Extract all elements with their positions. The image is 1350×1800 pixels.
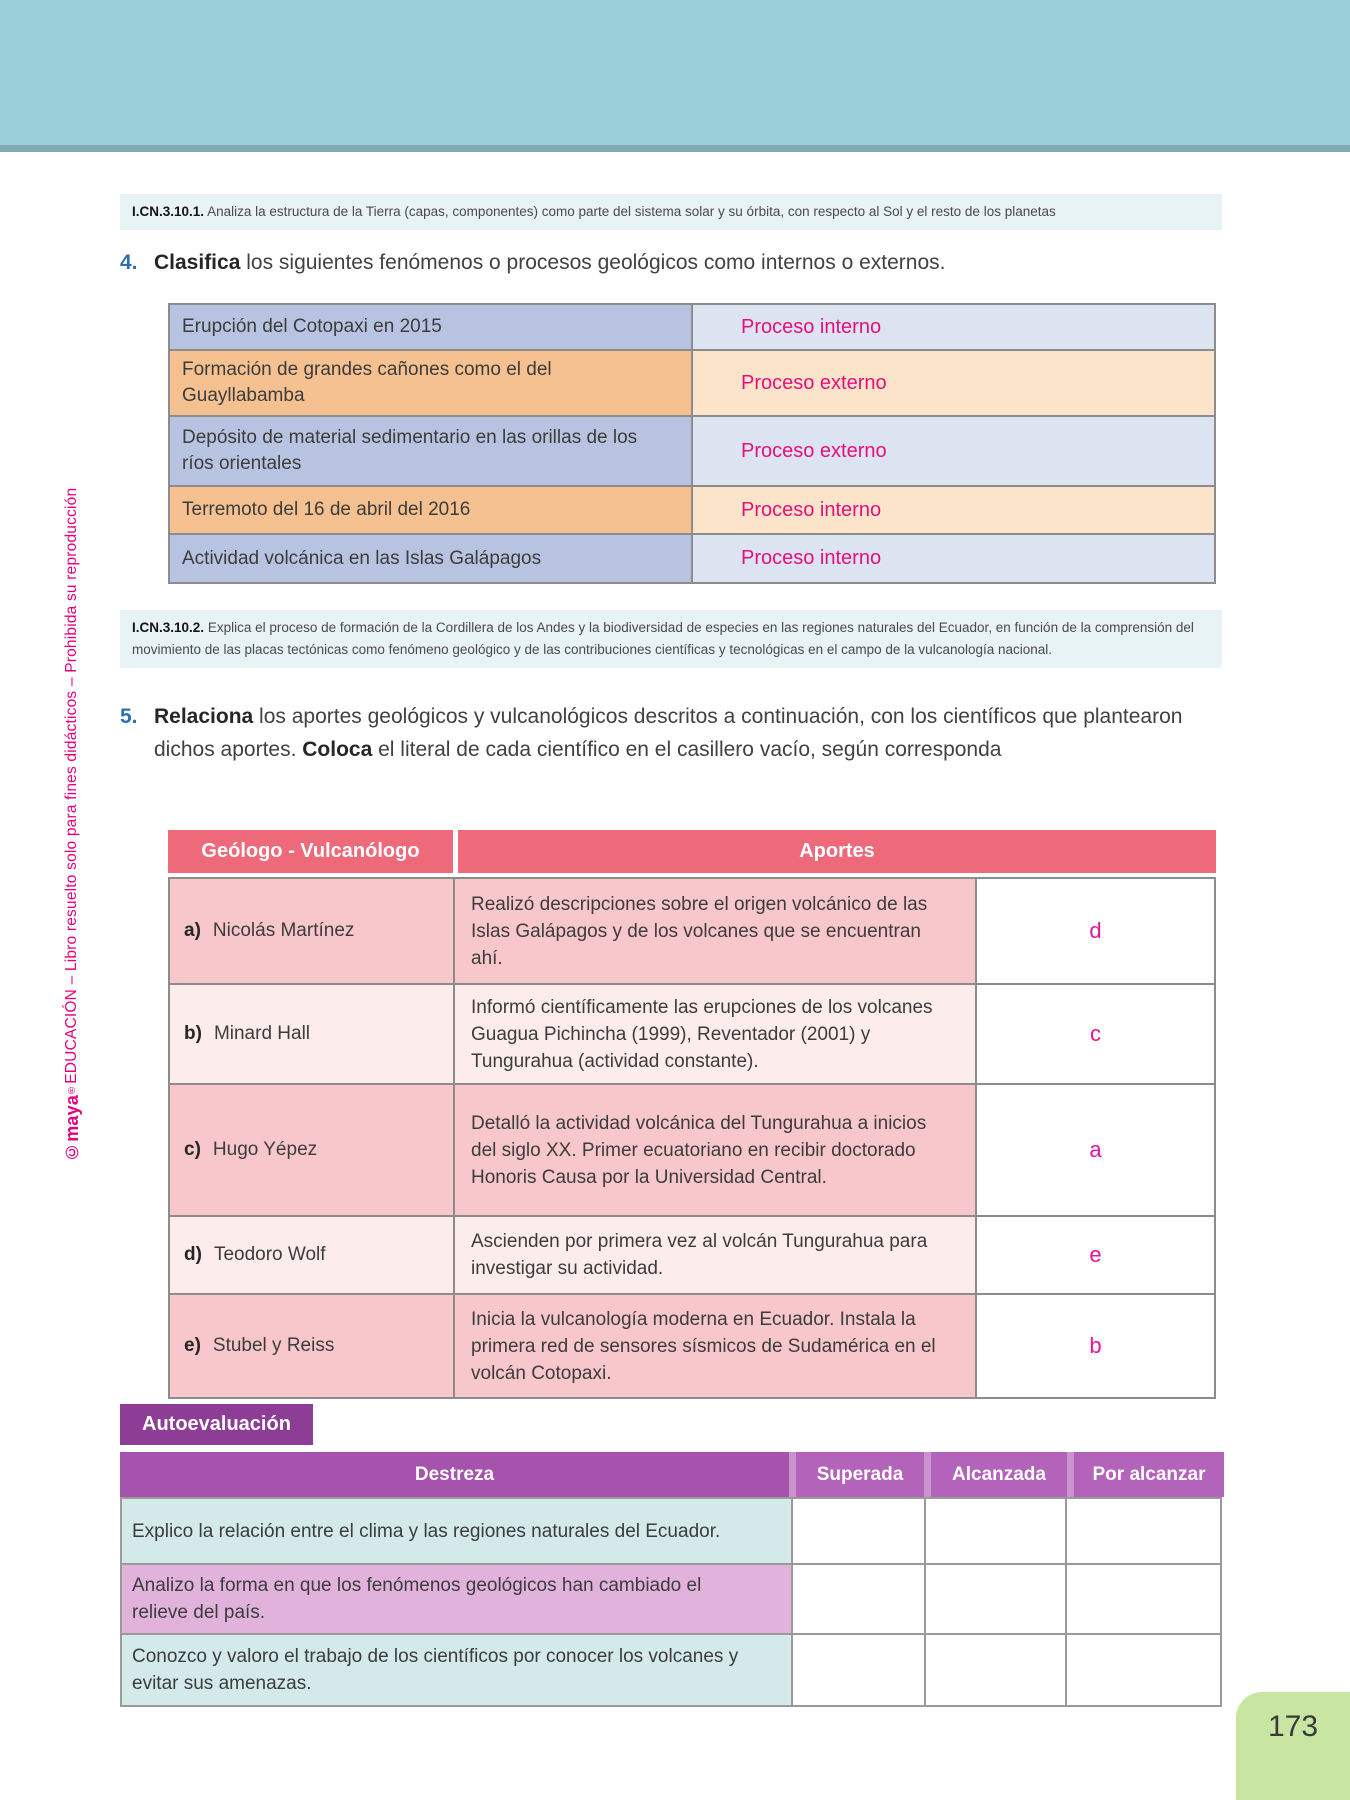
publisher-brand: ©maya®EDUCACIÓN – Libro resuelto solo para fines didácticos – Prohibida su reproducción xyxy=(62,487,82,1162)
header-superada: Superada xyxy=(796,1452,924,1497)
answer-cell[interactable]: Proceso interno xyxy=(693,305,1214,349)
question-5-verb-1: Relaciona xyxy=(154,705,254,728)
contribution-cell: Ascienden por primera vez al volcán Tungurahua para investigar su actividad. xyxy=(455,1217,975,1293)
destreza-cell: Conozco y valoro el trabajo de los científicos por conocer los volcanes y evitar sus amenazas. xyxy=(122,1635,791,1705)
question-4-verb: Clasifica xyxy=(154,251,241,274)
answer-slot[interactable]: e xyxy=(977,1217,1214,1293)
autoeval-checkbox-cell[interactable] xyxy=(793,1565,924,1633)
matching-table-header xyxy=(168,830,1216,873)
question-4-text: Clasifica los siguientes fenómenos o procesos geológicos como internos o externos. xyxy=(154,251,946,274)
header-alcanzada: Alcanzada xyxy=(931,1452,1067,1497)
question-5 xyxy=(120,700,1228,766)
copyright-vertical-text xyxy=(62,400,83,1162)
classification-table xyxy=(168,303,1216,584)
autoeval-checkbox-cell[interactable] xyxy=(793,1635,924,1705)
phenomenon-cell: Depósito de material sedimentario en las orillas de los ríos orientales xyxy=(170,417,691,485)
standard-text: Explica el proceso de formación de la Cordillera de los Andes y la biodiversidad de especies en las regiones naturales del Ecuador, en función de la comprensión del movimiento de las placas tectónicas como fenómeno geológico y de las contribuciones científicas y tecnológicas en el campo de la vulcanología nacional. xyxy=(132,620,1194,657)
autoeval-header-row xyxy=(120,1452,1224,1497)
phenomenon-cell: Erupción del Cotopaxi en 2015 xyxy=(170,305,691,349)
destreza-cell: Analizo la forma en que los fenómenos geológicos han cambiado el relieve del país. xyxy=(122,1565,791,1633)
autoeval-checkbox-cell[interactable] xyxy=(1067,1635,1220,1705)
answer-cell[interactable]: Proceso externo xyxy=(693,417,1214,485)
phenomenon-cell: Formación de grandes cañones como el del Guayllabamba xyxy=(170,351,691,415)
answer-slot[interactable]: a xyxy=(977,1085,1214,1215)
matching-table-body xyxy=(168,877,1216,1399)
scientist-cell: b) Minard Hall xyxy=(170,985,453,1083)
matching-table xyxy=(168,830,1216,1399)
phenomenon-cell: Terremoto del 16 de abril del 2016 xyxy=(170,487,691,533)
header-destreza: Destreza xyxy=(120,1452,789,1497)
question-4 xyxy=(120,246,1228,279)
question-5-verb-2: Coloca xyxy=(302,738,373,761)
autoeval-checkbox-cell[interactable] xyxy=(1067,1499,1220,1563)
standard-code: I.CN.3.10.2. xyxy=(132,620,205,635)
contribution-cell: Detalló la actividad volcánica del Tungurahua a inicios del siglo XX. Primer ecuatoriano en recibir doctorado Honoris Causa por la Universidad Central. xyxy=(455,1085,975,1215)
scientist-cell: e) Stubel y Reiss xyxy=(170,1295,453,1397)
answer-slot[interactable]: b xyxy=(977,1295,1214,1397)
contribution-cell: Realizó descripciones sobre el origen volcánico de las Islas Galápagos y de los volcanes que se encuentran ahí. xyxy=(455,879,975,983)
header-aportes: Aportes xyxy=(458,830,1216,873)
standard-note-1 xyxy=(120,194,1222,230)
question-5-number: 5. xyxy=(120,705,138,728)
answer-slot[interactable]: c xyxy=(977,985,1214,1083)
scientist-cell: c) Hugo Yépez xyxy=(170,1085,453,1215)
page-number-box xyxy=(1236,1692,1350,1800)
scientist-cell: d) Teodoro Wolf xyxy=(170,1217,453,1293)
header-geologo-vulcanologo: Geólogo - Vulcanólogo xyxy=(168,830,453,873)
autoeval-table-body xyxy=(120,1497,1222,1707)
autoevaluacion-badge: Autoevaluación xyxy=(120,1404,313,1445)
answer-cell[interactable]: Proceso interno xyxy=(693,487,1214,533)
autoeval-checkbox-cell[interactable] xyxy=(926,1499,1065,1563)
autoeval-checkbox-cell[interactable] xyxy=(926,1635,1065,1705)
answer-slot[interactable]: d xyxy=(977,879,1214,983)
copyright-notice: EDUCACIÓN – Libro resuelto solo para fines didácticos – Prohibida su reproducción xyxy=(63,487,80,1084)
question-4-number: 4. xyxy=(120,251,138,274)
answer-cell[interactable]: Proceso externo xyxy=(693,351,1214,415)
scientist-cell: a) Nicolás Martínez xyxy=(170,879,453,983)
standard-note-2 xyxy=(120,610,1222,668)
autoeval-checkbox-cell[interactable] xyxy=(1067,1565,1220,1633)
top-teal-band xyxy=(0,0,1350,152)
standard-text: Analiza la estructura de la Tierra (capas, componentes) como parte del sistema solar y su órbita, con respecto al Sol y el resto de los planetas xyxy=(207,204,1056,219)
phenomenon-cell: Actividad volcánica en las Islas Galápagos xyxy=(170,535,691,582)
question-5-text: Relaciona los aportes geológicos y vulcanológicos descritos a continuación, con los científicos que plantearon dichos aportes. Coloca el literal de cada científico en el casillero vacío, según corresponda xyxy=(154,705,1183,761)
contribution-cell: Informó científicamente las erupciones de los volcanes Guagua Pichincha (1999), Reventador (2001) y Tungurahua (actividad constante). xyxy=(455,985,975,1083)
destreza-cell: Explico la relación entre el clima y las regiones naturales del Ecuador. xyxy=(122,1499,791,1563)
page-number: 173 xyxy=(1267,1710,1319,1743)
header-por-alcanzar: Por alcanzar xyxy=(1074,1452,1224,1497)
autoeval-checkbox-cell[interactable] xyxy=(926,1565,1065,1633)
standard-code: I.CN.3.10.1. xyxy=(132,204,205,219)
autoeval-checkbox-cell[interactable] xyxy=(793,1499,924,1563)
contribution-cell: Inicia la vulcanología moderna en Ecuador. Instala la primera red de sensores sísmicos de Sudamérica en el volcán Cotopaxi. xyxy=(455,1295,975,1397)
answer-cell[interactable]: Proceso interno xyxy=(693,535,1214,582)
